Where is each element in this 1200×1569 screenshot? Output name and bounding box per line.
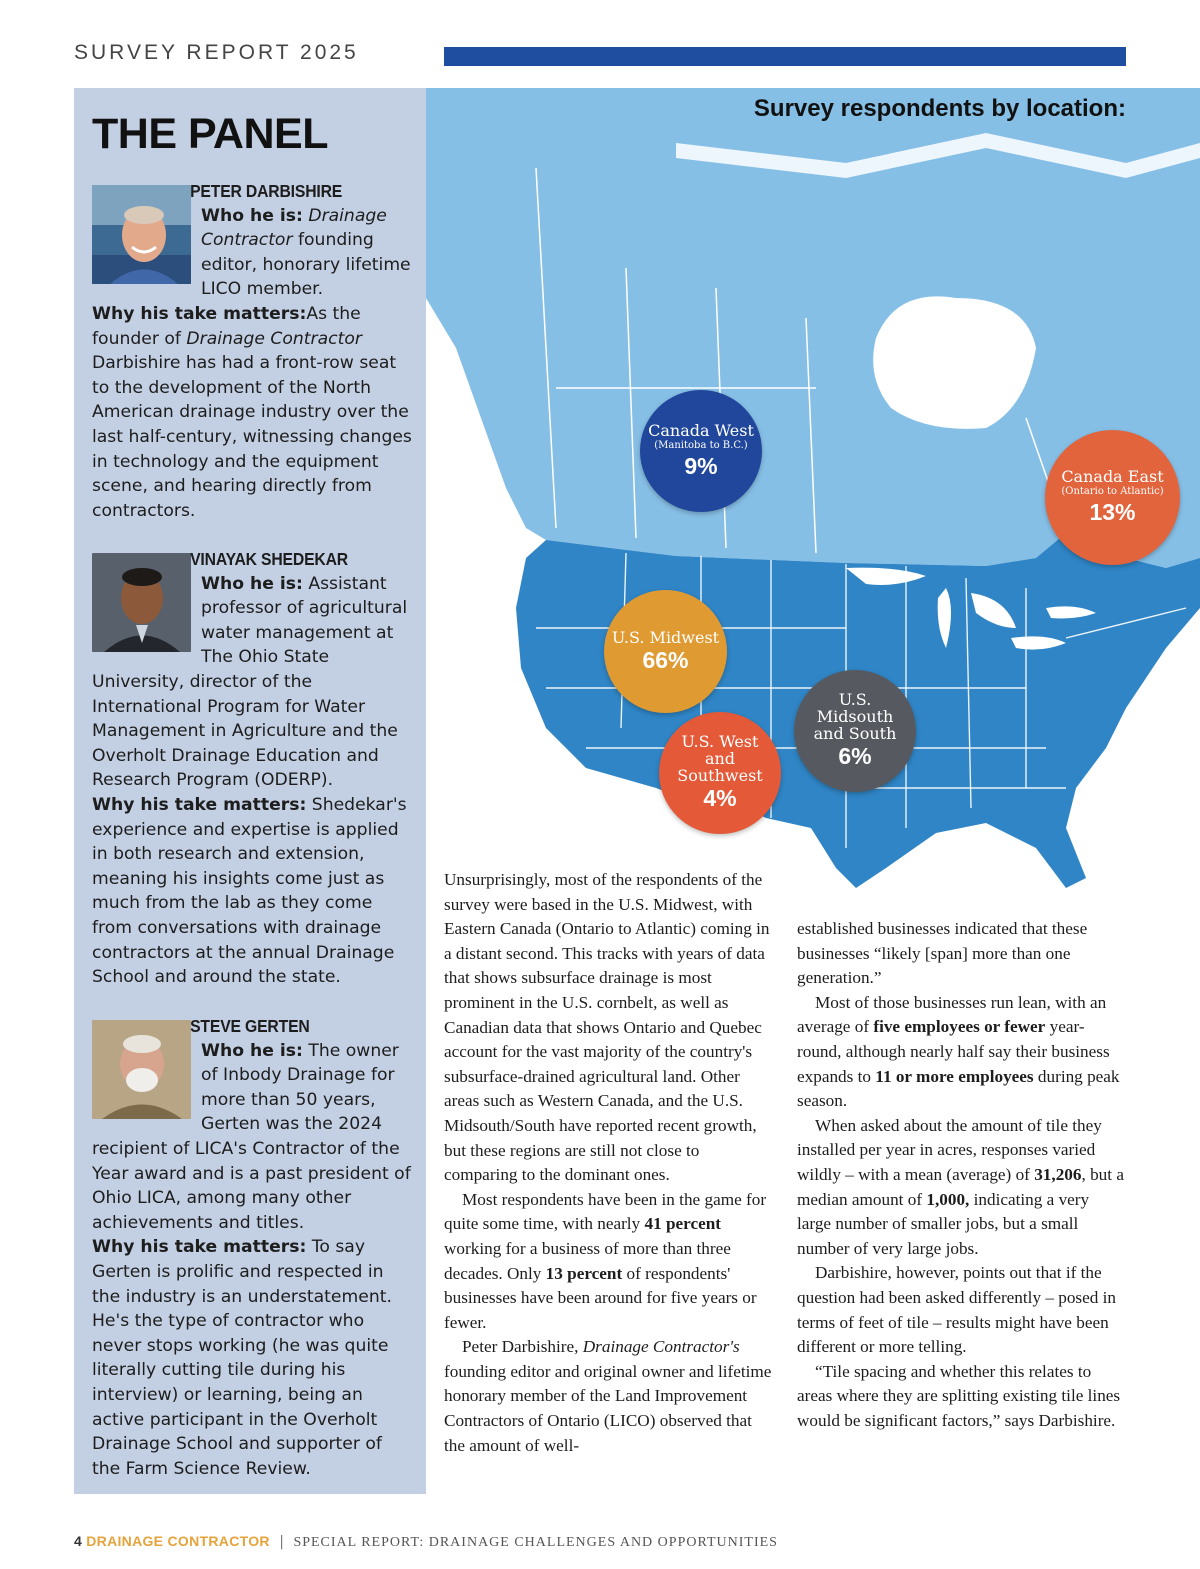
- member-name: STEVE GERTEN: [190, 1016, 310, 1036]
- text-run: Peter Darbishire,: [462, 1337, 583, 1357]
- page-number: 4: [74, 1533, 82, 1549]
- member-name: PETER DARBISHIRE: [190, 181, 343, 201]
- article-column-2: [797, 917, 1127, 1433]
- why-pre: As the founder of: [92, 303, 361, 349]
- panel-sidebar: [74, 88, 426, 1494]
- header-accent-bar: [444, 47, 1126, 66]
- footer-separator: |: [279, 1534, 284, 1550]
- region-percent: 9%: [684, 452, 718, 479]
- text-run: indicating a very large number of smaller jobs, but a small number of very large jobs.: [797, 1189, 1090, 1258]
- who-text: Assistant professor of agricultural water management at The Ohio State University, director of the International Program for Water Management in Agriculture and the Overholt Drainage Education and Research Program (ODERP).: [92, 573, 408, 791]
- region-bubble-us-midsouth: [794, 670, 916, 792]
- emphasis: 41 percent: [644, 1214, 722, 1234]
- region-bubble-canada-west: [640, 390, 762, 512]
- member-name: VINAYAK SHEDEKAR: [190, 549, 348, 569]
- who-text: founding editor, honorary lifetime LICO member.: [201, 230, 411, 300]
- emphasis: five employees or fewer: [873, 1017, 1046, 1037]
- paragraph: Unsurprisingly, most of the respondents of the survey were based in the U.S. Midwest, with Eastern Canada (Ontario to Atlantic) coming in a distant second. This tracks with years of data that shows subsurface drainage is most prominent in the U.S. cornbelt, as well as Canadian data that shows Ontario and Quebec account for the vast majority of the country's subsurface-drained agricultural land. Other areas such as Western Canada, and the U.S. Midsouth/South have reported recent growth, but these regions are still not close to comparing to the dominant ones.: [444, 870, 770, 1185]
- text-run: during peak season.: [797, 1066, 1120, 1111]
- paragraph: “Tile spacing and whether this relates to areas where they are splitting existing tile lines would be significant factors,” says Darbishire.: [797, 1361, 1121, 1430]
- running-header: SURVEY REPORT 2025: [74, 41, 359, 64]
- region-percent: 6%: [838, 743, 872, 769]
- section-title: SPECIAL REPORT: DRAINAGE CHALLENGES AND OPPORTUNITIES: [293, 1535, 778, 1550]
- who-label: Who he is:: [201, 573, 303, 594]
- region-bubble-us-midwest: [604, 590, 727, 713]
- region-bubble-canada-east: [1045, 430, 1180, 565]
- text-run: founding editor and original owner and lifetime honorary member of the Land Improvement Contractors of Ontario (LICO) observed that the amount of well-: [444, 1361, 772, 1455]
- who-label: Who he is:: [201, 1040, 303, 1061]
- paragraph: [444, 1188, 774, 1336]
- emphasis: 31,206: [1034, 1164, 1082, 1184]
- region-bubble-us-west: [659, 712, 781, 834]
- panel-member-darbishire: [92, 179, 414, 523]
- text-run: year-round, although nearly half say their business expands to: [797, 1017, 1110, 1086]
- region-label: U.S. Midsouth and South: [813, 690, 897, 743]
- text-run: Most of those businesses run lean, with an average of: [797, 992, 1107, 1037]
- text-run: , but a median amount of: [797, 1164, 1124, 1209]
- paragraph: [444, 1335, 774, 1458]
- why-text: To say Gerten is prolific and respected in the industry is an understatement. He's the type of contractor who never stops working (he was quite literally cutting tile during his interview) or learning, being an active participant in the Overholt Drainage School and supporter of the Farm Science Review.: [92, 1237, 392, 1479]
- text-run: When asked about the amount of tile they installed per year in acres, responses varied wildly – with a mean (average) of: [797, 1115, 1102, 1184]
- why-text: Shedekar's experience and expertise is applied in both research and extension, meaning his insights come just as much from the lab as they come from conversations with drainage contractors at the annual Drainage School and around the state.: [92, 794, 407, 988]
- region-sublabel: (Manitoba to B.C.): [654, 439, 748, 451]
- region-label: U.S. West and Southwest: [677, 732, 763, 785]
- region-percent: 4%: [703, 785, 737, 811]
- paragraph: Darbishire, however, points out that if the question had been asked differently – posed in terms of feet of tile – results might have been different or more telling.: [797, 1263, 1117, 1357]
- who-italic: Drainage Contractor: [201, 205, 387, 251]
- why-italic: Drainage Contractor: [186, 328, 362, 349]
- panel-member-shedekar: [92, 547, 414, 990]
- region-percent: 13%: [1089, 499, 1136, 525]
- region-label: U.S. Midwest: [611, 627, 720, 647]
- map-title: Survey respondents by location:: [753, 95, 1126, 122]
- region-label: Canada West: [648, 420, 754, 440]
- region-label: Canada East: [1061, 467, 1164, 486]
- region-sublabel: (Ontario to Atlantic): [1061, 486, 1164, 497]
- emphasis: 1,000,: [926, 1189, 970, 1209]
- why-label: Why his take matters:: [92, 1237, 307, 1258]
- panel-member-gerten: [92, 1014, 414, 1481]
- article-column-1: [444, 868, 774, 1458]
- who-label: Who he is:: [201, 205, 303, 226]
- italic-run: Drainage Contractor's: [582, 1337, 740, 1357]
- region-percent: 66%: [642, 646, 689, 673]
- emphasis: 11 or more employees: [875, 1066, 1034, 1086]
- magazine-name: DRAINAGE CONTRACTOR: [86, 1533, 270, 1549]
- page-footer: [74, 1533, 778, 1551]
- paragraph: [797, 991, 1127, 1114]
- why-text: Darbishire has had a front-row seat to the development of the North American drainage industry over the last half-century, witnessing changes in technology and the equipment scene, and hearing directly from contractors.: [92, 353, 412, 521]
- text-run: of respondents' businesses have been around for five years or fewer.: [444, 1263, 757, 1332]
- who-text: The owner of Inbody Drainage for more than 50 years, Gerten was the 2024 recipient of LICA's Contractor of the Year award and is a past president of Ohio LICA, among many other achievements and titles.: [92, 1040, 411, 1233]
- why-label: Why his take matters:: [92, 303, 307, 324]
- why-label: Why his take matters:: [92, 794, 307, 815]
- text-run: Most respondents have been in the game for quite some time, with nearly: [444, 1189, 767, 1234]
- text-run: working for a business of more than three decades. Only: [444, 1238, 731, 1283]
- paragraph: established businesses indicated that these businesses “likely [span] more than one generation.”: [797, 919, 1088, 988]
- paragraph: [797, 1114, 1127, 1262]
- panel-title: THE PANEL: [92, 110, 328, 158]
- emphasis: 13 percent: [545, 1263, 623, 1283]
